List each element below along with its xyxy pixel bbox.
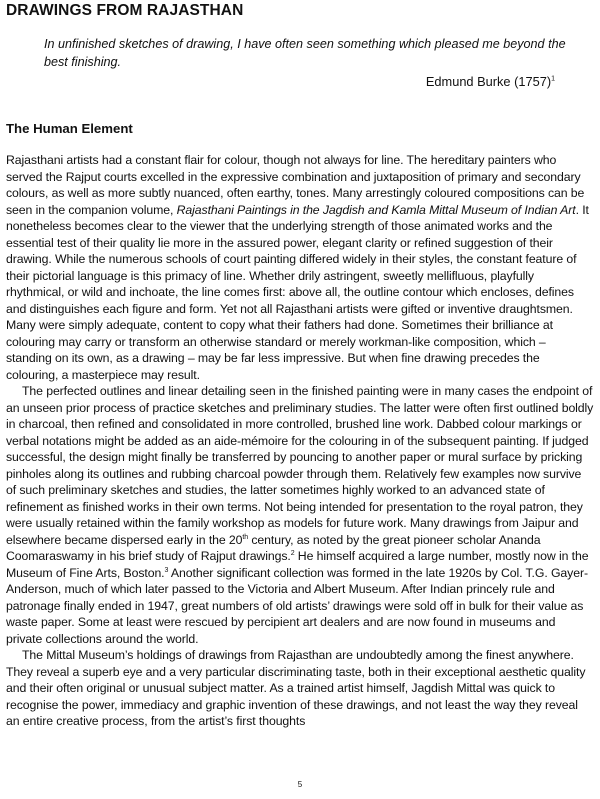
epigraph-attribution bbox=[300, 74, 555, 89]
companion-volume-title: Rajasthani Paintings in the Jagdish and Kamla Mittal Museum of Indian Art bbox=[176, 202, 576, 217]
superscript-th: th bbox=[242, 533, 249, 541]
body-text bbox=[6, 152, 594, 730]
footnote-ref-1: 1 bbox=[551, 75, 555, 83]
paragraph-2-text-b: century, as noted by the great pioneer scholar Ananda Coomaraswamy in his brief study of Rajput drawings. bbox=[6, 532, 541, 563]
section-heading: The Human Element bbox=[6, 121, 133, 136]
paragraph-3 bbox=[6, 647, 594, 730]
footnote-ref-3: 3 bbox=[164, 566, 169, 574]
paragraph-1-text-a: Rajasthani artists had a constant flair for colour, though not always for line. The hereditary painters who served the Rajput courts excelled in the expressive combination and juxtaposition of primary and secondary colours, as well as more subtly nuanced, often earthy, tones. Many arrestingly coloured compositions can be seen in the companion volume, bbox=[6, 153, 585, 217]
footnote-ref-2: 2 bbox=[290, 549, 295, 557]
page-number: 5 bbox=[297, 780, 303, 789]
epigraph-author: Edmund Burke (1757) bbox=[425, 74, 552, 89]
paragraph-2-text-c: He himself acquired a large number, mostly now in the Museum of Fine Arts, Boston. bbox=[6, 549, 589, 580]
paragraph-2-text-a: The perfected outlines and linear detailing seen in the finished painting were in many cases the endpoint of an unseen prior process of practice sketches and preliminary studies. The latter were often first outlined boldly in charcoal, then refined and consolidated in more controlled, brushed line work. Dabbed colour markings or verbal notations might be added as an aide-mémoire for the colouring in of the subsequent painting. If judged successful, the design might finally be transferred by pouncing to another paper or mural surface by pricking pinholes along its outlines and rubbing charcoal powder through them. Relatively few examples now survive of such preliminary sketches and studies, the latter sometimes highly worked to an advanced state of refinement as finished works in their own terms. Not being intended for presentation to the royal patron, they were usually retained within the family workshop as models for future work. Many drawings from Jaipur and elsewhere became dispersed early in the 20 bbox=[6, 384, 594, 547]
paragraph-1-text-b: . It nonetheless becomes clear to the viewer that the underlying strength of those animated works and the essential test of their quality lie more in the assured power, elegant clarity or refined suggestion of their drawing. While the numerous schools of court painting differed widely in their styles, the constant feature of their pictorial language is this primacy of line. Whether drily astringent, sweetly mellifluous, playfully rhythmical, or wild and inchoate, the line comes first: above all, the outline contour which encloses, defines and distinguishes each figure and form. Yet not all Rajasthani artists were gifted or inventive draughtsmen. Many were simply adequate, content to copy what their fathers had done. Sometimes their brilliance at colouring may carry or transform an otherwise standard or merely workman-like composition, which – standing on its own, as a drawing – may be far less impressive. But when fine drawing precedes the colouring, a masterpiece may result. bbox=[6, 202, 589, 382]
paragraph-2 bbox=[6, 383, 594, 647]
paragraph-2-text-d: Another significant collection was formed in the late 1920s by Col. T.G. Gayer-Anderson, much of which later passed to the Victoria and Albert Museum. After Indian princely rule and patronage finally ended in 1947, great numbers of old artists’ drawings were sold off in bulk for their value as waste paper. Some at least were rescued by percipient art dealers and are now found in museums and private collections around the world. bbox=[6, 565, 588, 646]
paragraph-1 bbox=[6, 152, 594, 383]
paragraph-3-text: The Mittal Museum’s holdings of drawings from Rajasthan are undoubtedly among the finest anywhere. They reveal a superb eye and a very particular discriminating taste, both in their exceptional aesthetic quality and their often original or unusual subject matter. As a trained artist himself, Jagdish Mittal was quick to recognise the power, immediacy and graphic invention of these drawings, and not least the way they reveal an entire creative process, from the artist’s first thoughts bbox=[6, 648, 586, 728]
epigraph-quote: In unfinished sketches of drawing, I have often seen something which pleased me beyond the best finishing. bbox=[44, 37, 566, 69]
page-header-title: DRAWINGS FROM RAJASTHAN bbox=[6, 2, 244, 19]
